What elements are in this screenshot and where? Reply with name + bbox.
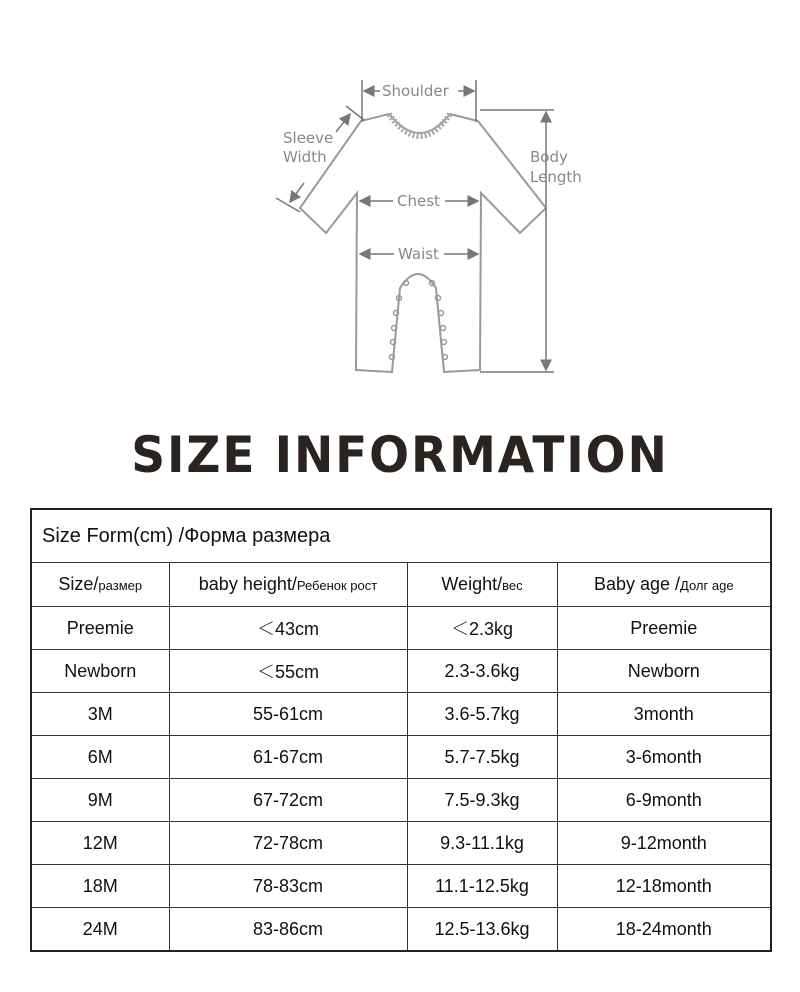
cell-size: Preemie (31, 607, 169, 650)
cell-size: 24M (31, 908, 169, 952)
form-title-row (31, 509, 771, 563)
cell-weight: 5.7-7.5kg (407, 736, 557, 779)
page-title: SIZE INFORMATION (131, 426, 669, 484)
cell-age: 9-12month (557, 822, 771, 865)
shoulder-label: Shoulder (382, 82, 449, 100)
romper-outline (300, 114, 546, 372)
cell-size: 18M (31, 865, 169, 908)
cell-age: Newborn (557, 650, 771, 693)
sleeve-width-label-1: Sleeve (283, 129, 334, 147)
cell-weight: 2.3-3.6kg (407, 650, 557, 693)
header-row (31, 563, 771, 607)
table-row (31, 736, 771, 779)
table-row (31, 779, 771, 822)
table-row (31, 908, 771, 952)
cell-height: 72-78cm (169, 822, 407, 865)
cell-age: Preemie (557, 607, 771, 650)
table-row (31, 607, 771, 650)
table-row (31, 865, 771, 908)
sleeve-width-label-2: Width (283, 148, 327, 166)
cell-height: 78-83cm (169, 865, 407, 908)
body-length-label-1: Body (530, 148, 568, 166)
cell-age: 6-9month (557, 779, 771, 822)
header-weight: Weight/вес (407, 563, 557, 607)
cell-age: 3-6month (557, 736, 771, 779)
size-form-title: Size Form(cm) /Форма размера (31, 509, 771, 563)
cell-weight: ＜2.3kg (407, 607, 557, 650)
table-row (31, 650, 771, 693)
size-table (30, 508, 772, 952)
table-row (31, 822, 771, 865)
cell-height: 55-61cm (169, 693, 407, 736)
cell-size: Newborn (31, 650, 169, 693)
cell-weight: 11.1-12.5kg (407, 865, 557, 908)
cell-height: ＜43cm (169, 607, 407, 650)
cell-size: 6M (31, 736, 169, 779)
header-height: baby height/Ребенок рост (169, 563, 407, 607)
table-row (31, 693, 771, 736)
cell-weight: 7.5-9.3kg (407, 779, 557, 822)
header-age: Baby age /Долг age (557, 563, 771, 607)
cell-weight: 3.6-5.7kg (407, 693, 557, 736)
header-size: Size/размер (31, 563, 169, 607)
chest-label: Chest (397, 192, 440, 210)
cell-size: 3M (31, 693, 169, 736)
romper-measurement-diagram (0, 0, 800, 420)
waist-label: Waist (398, 245, 439, 263)
cell-height: 67-72cm (169, 779, 407, 822)
cell-height: ＜55cm (169, 650, 407, 693)
cell-height: 83-86cm (169, 908, 407, 952)
cell-size: 12M (31, 822, 169, 865)
cell-size: 9M (31, 779, 169, 822)
cell-age: 3month (557, 693, 771, 736)
cell-weight: 9.3-11.1kg (407, 822, 557, 865)
body-length-label-2: Length (530, 168, 582, 186)
cell-weight: 12.5-13.6kg (407, 908, 557, 952)
cell-age: 12-18month (557, 865, 771, 908)
cell-height: 61-67cm (169, 736, 407, 779)
cell-age: 18-24month (557, 908, 771, 952)
